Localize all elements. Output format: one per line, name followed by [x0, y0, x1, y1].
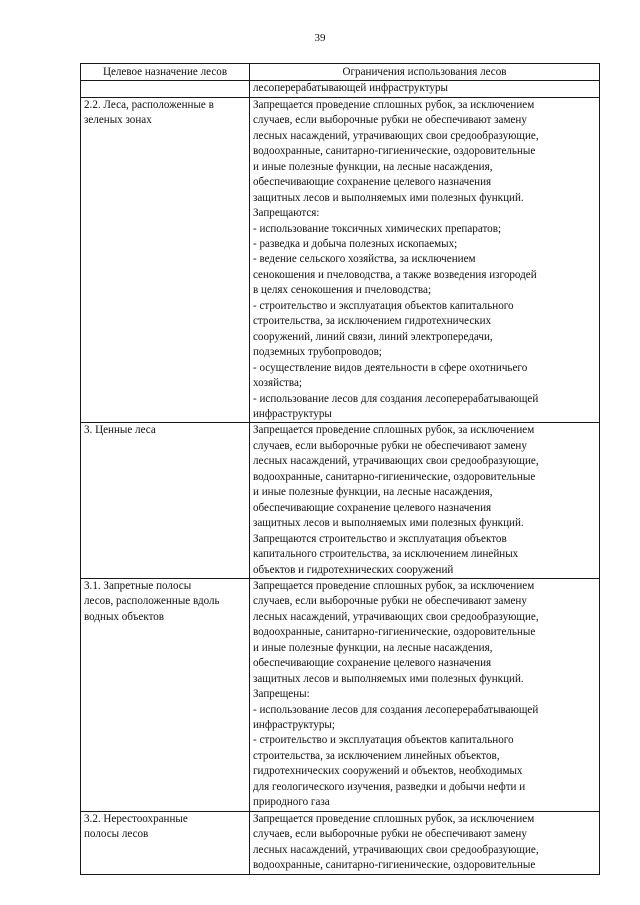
page-number: 39: [314, 32, 326, 44]
restriction-text-line: Запрещается проведение сплошных рубок, за исключением: [253, 424, 535, 437]
table-header-row: [81, 64, 600, 81]
restriction-text-line: Запрещается проведение сплошных рубок, за исключением: [253, 579, 535, 592]
restriction-text-line: хозяйства;: [253, 377, 302, 390]
forest-purpose-cell: [81, 97, 250, 423]
restriction-text-line: лесных насаждений, утрачивающих свои средообразующие,: [253, 455, 539, 468]
restriction-text-line: Запрещается проведение сплошных рубок, за исключением: [253, 98, 535, 111]
restriction-text-line: и иные полезные функции, на лесные насаждения,: [253, 160, 493, 173]
restriction-text-line: защитных лесов и выполняемых ими полезных функций.: [253, 672, 524, 685]
restriction-text-line: инфраструктуры: [253, 407, 332, 420]
restriction-text-line: и иные полезные функции, на лесные насаждения,: [253, 486, 493, 499]
restriction-text-line: подземных трубопроводов;: [253, 346, 382, 359]
restriction-text-line: случаев, если выборочные рубки не обеспечивают замену: [253, 828, 527, 841]
header-forest-purpose: Целевое назначение лесов: [81, 64, 250, 81]
restriction-text-line: - использование лесов для создания лесоперерабатывающей: [253, 703, 539, 716]
restriction-text-line: для геологического изучения, разведки и добычи нефти и: [253, 780, 526, 793]
restriction-text-line: лесных насаждений, утрачивающих свои средообразующие,: [253, 610, 539, 623]
restriction-text-line: - использование токсичных химических препаратов;: [253, 222, 502, 235]
restriction-text-line: Запрещены:: [253, 688, 310, 701]
restriction-text-line: гидротехнических сооружений и объектов, необходимых: [253, 765, 523, 778]
restriction-text-line: строительства, за исключением гидротехнических: [253, 315, 492, 328]
restriction-text-line: природного газа: [253, 796, 330, 809]
usage-restriction-cell: [250, 81, 600, 97]
restriction-text-line: лесоперерабатывающей инфраструктуры: [253, 82, 448, 95]
purpose-text-line: 2.2. Леса, расположенные в: [84, 98, 214, 111]
restriction-text-line: капитального строительства, за исключением линейных: [253, 548, 519, 561]
restriction-text-line: водоохранные, санитарно-гигиенические, оздоровительные: [253, 470, 536, 483]
restriction-text-line: защитных лесов и выполняемых ими полезных функций.: [253, 517, 524, 530]
table-row: [81, 81, 600, 97]
restriction-text-line: - разведка и добыча полезных ископаемых;: [253, 237, 458, 250]
restriction-text-line: случаев, если выборочные рубки не обеспечивают замену: [253, 114, 527, 127]
restriction-text-line: - строительство и эксплуатация объектов капитального: [253, 734, 514, 747]
restriction-text-line: инфраструктуры;: [253, 719, 335, 732]
restriction-text-line: - строительство и эксплуатация объектов капитального: [253, 299, 514, 312]
purpose-text-line: полосы лесов: [84, 828, 149, 841]
restriction-text-line: Запрещается проведение сплошных рубок, за исключением: [253, 812, 535, 825]
restriction-text-line: объектов и гидротехнических сооружений: [253, 563, 454, 576]
restriction-text-line: Запрещаются строительство и эксплуатация объектов: [253, 532, 507, 545]
restriction-text-line: обеспечивающие сохранение целевого назначения: [253, 501, 492, 514]
purpose-text-line: зеленых зонах: [84, 114, 152, 127]
table-row: [81, 811, 600, 874]
restriction-text-line: защитных лесов и выполняемых ими полезных функций.: [253, 191, 524, 204]
table-row: [81, 97, 600, 423]
usage-restriction-cell: [250, 423, 600, 579]
forest-purpose-cell: [81, 423, 250, 579]
header-usage-restrictions: Ограничения использования лесов: [250, 64, 600, 81]
restriction-text-line: сооружений, линий связи, линий электропередачи,: [253, 330, 493, 343]
restriction-text-line: сенокошения и пчеловодства, а также возведения изгородей: [253, 268, 537, 281]
usage-restriction-cell: [250, 578, 600, 811]
restriction-text-line: - использование лесов для создания лесоперерабатывающей: [253, 392, 539, 405]
restriction-text-line: обеспечивающие сохранение целевого назначения: [253, 176, 492, 189]
restriction-text-line: лесных насаждений, утрачивающих свои средообразующие,: [253, 843, 539, 856]
forest-restrictions-table: [80, 63, 600, 875]
restriction-text-line: в целях сенокошения и пчеловодства;: [253, 284, 432, 297]
restriction-text-line: водоохранные, санитарно-гигиенические, оздоровительные: [253, 145, 536, 158]
restriction-text-line: лесных насаждений, утрачивающих свои средообразующие,: [253, 129, 539, 142]
restriction-text-line: - осуществление видов деятельности в сфере охотничьего: [253, 361, 528, 374]
table-row: [81, 578, 600, 811]
forest-purpose-cell: [81, 81, 250, 97]
restriction-text-line: водоохранные, санитарно-гигиенические, оздоровительные: [253, 626, 536, 639]
restriction-text-line: и иные полезные функции, на лесные насаждения,: [253, 641, 493, 654]
usage-restriction-cell: [250, 811, 600, 874]
restriction-text-line: водоохранные, санитарно-гигиенические, оздоровительные: [253, 859, 536, 872]
table-row: [81, 423, 600, 579]
restriction-text-line: Запрещаются:: [253, 207, 320, 220]
forest-purpose-cell: [81, 578, 250, 811]
restriction-text-line: случаев, если выборочные рубки не обеспечивают замену: [253, 595, 527, 608]
restriction-text-line: - ведение сельского хозяйства, за исключением: [253, 253, 476, 266]
restriction-text-line: обеспечивающие сохранение целевого назначения: [253, 657, 492, 670]
purpose-text-line: водных объектов: [84, 610, 165, 623]
purpose-text-line: лесов, расположенные вдоль: [84, 595, 220, 608]
table-body: [81, 81, 600, 874]
restriction-text-line: строительства, за исключением линейных объектов,: [253, 749, 500, 762]
purpose-text-line: 3.1. Запретные полосы: [84, 579, 192, 592]
restriction-text-line: случаев, если выборочные рубки не обеспечивают замену: [253, 439, 527, 452]
usage-restriction-cell: [250, 97, 600, 423]
forest-purpose-cell: [81, 811, 250, 874]
purpose-text-line: 3.2. Нерестоохранные: [84, 812, 188, 825]
purpose-text-line: 3. Ценные леса: [84, 424, 156, 437]
